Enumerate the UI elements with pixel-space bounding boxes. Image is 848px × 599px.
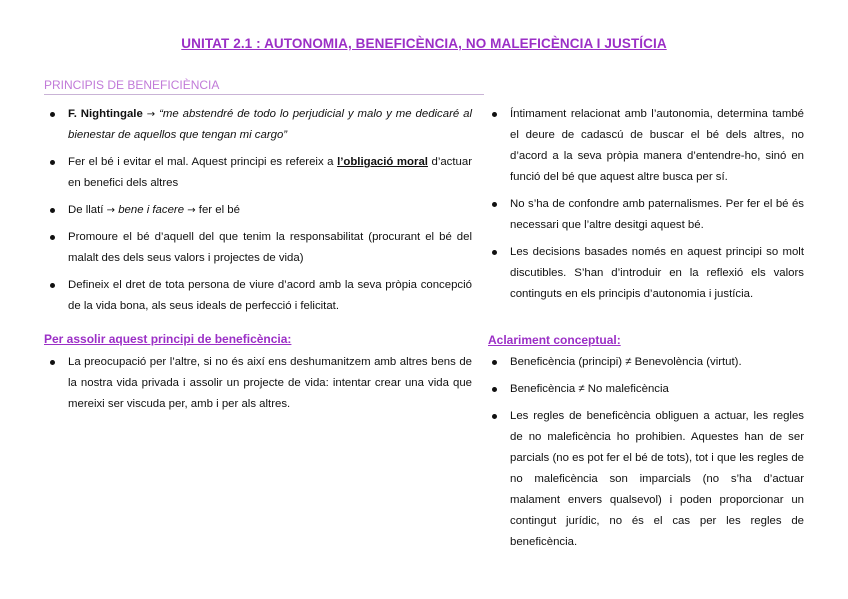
item-text: Beneficència ≠ No maleficència [510, 383, 669, 395]
item-text: Beneficència (principi) ≠ Benevolència (virtut). [510, 356, 742, 368]
bullet-icon [50, 160, 55, 165]
item-text: Íntimament relacionat amb l’autonomia, determina també el deure de cadascú de buscar el bé dels altres, no d’acord a la seva pròpia manera d’entendre-ho, sinó en funció del bé que aquest altre busca per sí. [510, 108, 804, 183]
item-text: Les regles de beneficència obliguen a actuar, les regles de no maleficència ho prohibien. Aquestes han de ser parcials (no es pot fer el bé de tots), tot i que les regles de no maleficència son imparcials (no s’ha d’actuar malament envers qualsevol) i poden proporcionar un contingut jurídic, no és el cas per les regles de beneficència. [510, 410, 804, 548]
list-item [44, 152, 472, 194]
list-item [44, 352, 472, 415]
bullet-icon [492, 414, 497, 419]
list-item [486, 242, 804, 305]
moral-obligation-term: l’obligació moral [337, 156, 428, 168]
author-name: F. Nightingale [68, 108, 143, 120]
bullet-icon [492, 202, 497, 207]
item-text: Defineix el dret de tota persona de viure d’acord amb la seva pròpia concepció de la vida bona, als seus ideals de perfecció i felicitat. [68, 279, 472, 312]
list-item [44, 227, 472, 269]
bullet-icon [50, 235, 55, 240]
item-text: d’actuar en benefici dels altres [68, 156, 473, 189]
latin-term: bene i facere [118, 204, 185, 216]
aclariment-heading: Aclariment conceptual: [488, 333, 621, 347]
arrow-right-icon: → [187, 205, 196, 216]
per-assolir-heading: Per assolir aquest principi de beneficència: [44, 332, 292, 346]
list-item [486, 406, 804, 553]
item-text: De llatí [68, 204, 104, 216]
list-item [44, 104, 472, 146]
list-item [486, 104, 804, 188]
bullet-icon [492, 112, 497, 117]
list-item [486, 194, 804, 236]
left-principles-list [44, 104, 472, 323]
item-text: fer el bé [198, 204, 240, 216]
aclariment-list [486, 352, 804, 559]
item-text: Promoure el bé d’aquell del que tenim la responsabilitat (procurant el bé del malalt des dels seus valors i projectes de vida) [68, 231, 472, 264]
arrow-right-icon: → [106, 205, 116, 216]
item-text: Fer el bé i evitar el mal. Aquest principi es refereix a [68, 156, 334, 168]
bullet-icon [50, 112, 55, 117]
section-title: PRINCIPIS DE BENEFICIÈNCIA [44, 78, 484, 95]
arrow-right-icon: → [146, 109, 156, 120]
list-item [486, 379, 804, 400]
list-item [486, 352, 804, 373]
per-assolir-list [44, 352, 472, 421]
item-text: Les decisions basades només en aquest principi so molt discutibles. S’han d’introduir en la reflexió els valors continguts en els principis d’autonomia i justícia. [510, 246, 804, 300]
list-item [44, 200, 472, 221]
bullet-icon [50, 283, 55, 288]
right-principles-list [486, 104, 804, 311]
list-item [44, 275, 472, 317]
bullet-icon [50, 208, 55, 213]
item-text: No s’ha de confondre amb paternalismes. Per fer el bé és necessari que l’altre desitgi aquest bé. [510, 198, 804, 231]
item-text: La preocupació per l’altre, si no és així ens deshumanitzem amb altres bens de la nostra vida privada i assolir un projecte de vida: intentar crear una vida que mereixi ser viscuda per, amb i per als altres. [68, 356, 472, 410]
bullet-icon [492, 360, 497, 365]
nightingale-quote: “me abstendré de todo lo perjudicial y malo y me dedicaré al bienestar de aquellos que tengan mi cargo” [68, 108, 473, 141]
bullet-icon [50, 360, 55, 365]
bullet-icon [492, 250, 497, 255]
page-title: UNITAT 2.1 : AUTONOMIA, BENEFICÈNCIA, NO MALEFICÈNCIA I JUSTÍCIA [181, 36, 667, 51]
bullet-icon [492, 387, 497, 392]
